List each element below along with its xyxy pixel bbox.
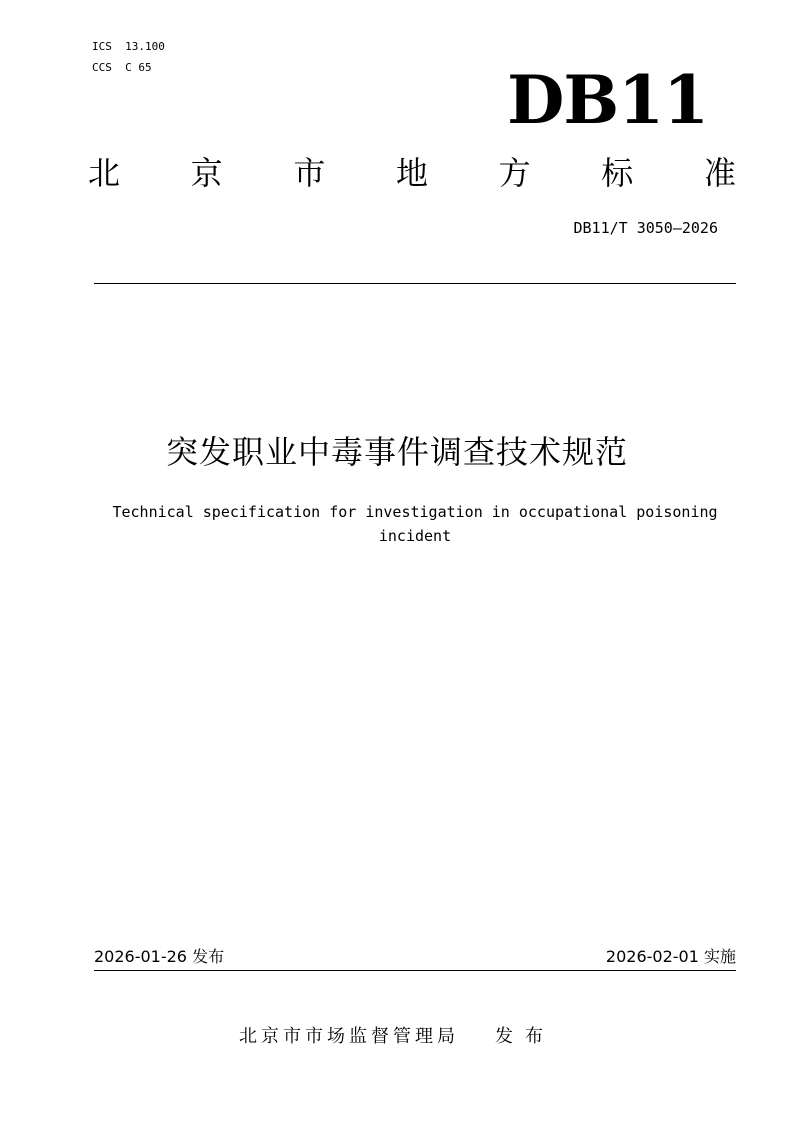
footer-divider (94, 970, 736, 971)
publisher-line (0, 1024, 794, 1050)
standard-type-char: 标 (601, 154, 634, 192)
standard-type-char: 市 (293, 154, 326, 192)
standard-type-char: 地 (395, 154, 428, 192)
document-title-chinese: 突发职业中毒事件调查技术规范 (165, 433, 628, 471)
publisher-name: 北京市市场监督管理局 (239, 1026, 459, 1047)
document-title-english: Technical specification for investigation in occupational poisoning incident (112, 503, 718, 545)
standard-type-heading (88, 152, 736, 194)
db-standard-logo: DB11 (507, 61, 708, 139)
ccs-code: CCS C 65 (92, 61, 152, 74)
standard-type-char: 北 (88, 154, 121, 192)
header-divider (94, 283, 736, 284)
standard-type-char: 准 (703, 154, 736, 192)
standard-type-char: 京 (190, 154, 223, 192)
publisher-action: 发布 (495, 1026, 555, 1047)
ics-code: ICS 13.100 (92, 40, 165, 53)
implementation-date: 2026-02-01 实施 (605, 947, 736, 966)
issue-date: 2026-01-26 发布 (94, 947, 225, 966)
standard-type-char: 方 (498, 154, 531, 192)
standard-number: DB11/T 3050—2026 (573, 219, 718, 237)
